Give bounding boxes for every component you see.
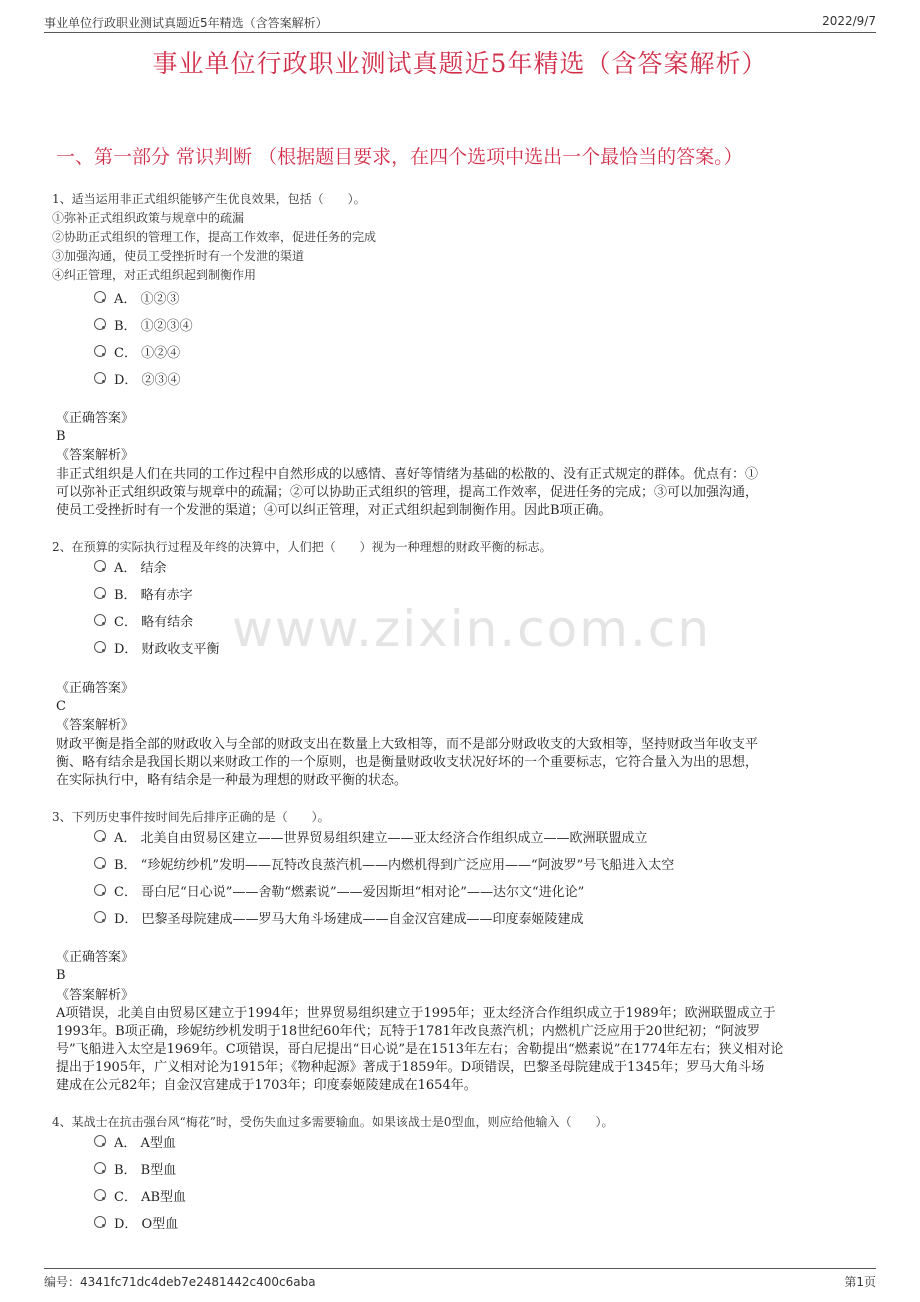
answer-label: 《正确答案》 [56, 950, 135, 965]
option-label: C． 略有结余 [114, 615, 194, 630]
question-1-text: 1、适当运用非正式组织能够产生优良效果，包括（ ）。 [52, 192, 366, 206]
analysis-label: 《答案解析》 [56, 448, 135, 463]
question-4-text: 4、某战士在抗击强台风“梅花”时，受伤失血过多需要输血。如果该战士是0型血，则应给他输入（ ）。 [52, 1115, 614, 1129]
answer-label: 《正确答案》 [56, 681, 135, 696]
question-1-item: ①弥补正式组织政策与规章中的疏漏 [52, 211, 245, 225]
question-1-item: ④纠正管理，对正式组织起到制衡作用 [52, 268, 257, 282]
analysis-line: 1993年。B项正确，珍妮纺纱机发明于18世纪60年代；瓦特于1781年改良蒸汽机；内燃机广泛应用于20世纪初；“阿波罗 [56, 1024, 760, 1039]
radio-icon[interactable] [94, 318, 106, 330]
header-date: 2022/9/7 [822, 14, 876, 28]
option-label: B． 略有赤字 [114, 588, 193, 603]
question-2-text: 2、在预算的实际执行过程及年终的决算中，人们把（ ）视为一种理想的财政平衡的标志。 [52, 540, 552, 554]
radio-icon[interactable] [94, 1189, 106, 1201]
option-label: C． AB型血 [114, 1190, 187, 1205]
option-label: B． ①②③④ [114, 319, 193, 334]
radio-icon[interactable] [94, 372, 106, 384]
option-label: A． 北美自由贸易区建立——世界贸易组织建立——亚太经济合作组织成立——欧洲联盟成立 [114, 831, 648, 846]
option-label: C． 哥白尼“日心说”——舍勒“燃素说”——爱因斯坦“相对论”——达尔文“进化论” [114, 885, 585, 900]
doc-code: 编号：4341fc71dc4deb7e2481442c400c6aba [44, 1275, 316, 1289]
watermark: www.zixin.com.cn [232, 600, 712, 658]
analysis-line: 建成在公元82年；自金汉宫建成于1703年；印度泰姬陵建成在1654年。 [56, 1078, 477, 1093]
radio-icon[interactable] [94, 857, 106, 869]
question-1-item: ③加强沟通，使员工受挫折时有一个发泄的渠道 [52, 249, 305, 263]
question-3-text: 3、下列历史事件按时间先后排序正确的是（ ）。 [52, 810, 330, 824]
analysis-line: A项错误，北美自由贸易区建立于1994年；世界贸易组织建立于1995年；亚太经济合作组织成立于1989年；欧洲联盟成立于 [56, 1006, 776, 1021]
option-label: D． O型血 [114, 1217, 179, 1232]
answer-value: B [56, 429, 66, 444]
option-label: D． 财政收支平衡 [114, 642, 220, 657]
page-number: 第1页 [844, 1275, 876, 1289]
option-label: B． “珍妮纺纱机”发明——瓦特改良蒸汽机——内燃机得到广泛应用——“阿波罗”号飞船进入太空 [114, 858, 675, 873]
option-label: D． 巴黎圣母院建成——罗马大角斗场建成——自金汉宫建成——印度泰姬陵建成 [114, 912, 584, 927]
radio-icon[interactable] [94, 291, 106, 303]
analysis-line: 使员工受挫折时有一个发泄的渠道；④可以纠正管理，对正式组织起到制衡作用。因此B项正确。 [56, 503, 612, 518]
analysis-label: 《答案解析》 [56, 718, 135, 733]
radio-icon[interactable] [94, 1216, 106, 1228]
radio-icon[interactable] [94, 1162, 106, 1174]
answer-label: 《正确答案》 [56, 411, 135, 426]
option-label: A． A型血 [114, 1136, 176, 1151]
analysis-line: 在实际执行中，略有结余是一种最为理想的财政平衡的状态。 [56, 773, 408, 788]
radio-icon[interactable] [94, 830, 106, 842]
answer-value: B [56, 968, 66, 983]
analysis-line: 号”飞船进入太空是1969年。C项错误，哥白尼提出“日心说”是在1513年左右；舍勒提出“燃素说”在1774年左右；狭义相对论 [56, 1042, 784, 1057]
analysis-label: 《答案解析》 [56, 988, 135, 1003]
page-header [44, 12, 876, 33]
page-title: 事业单位行政职业测试真题近5年精选（含答案解析） [152, 49, 768, 78]
radio-icon[interactable] [94, 614, 106, 626]
analysis-line: 提出于1905年，广义相对论为1915年；《物种起源》著成于1859年。D项错误，巴黎圣母院建成于1345年；罗马大角斗场 [56, 1060, 765, 1075]
question-1-item: ②协助正式组织的管理工作，提高工作效率，促进任务的完成 [52, 230, 377, 244]
analysis-line: 财政平衡是指全部的财政收入与全部的财政支出在数量上大致相等，而不是部分财政收支的大致相等，坚持财政当年收支平 [56, 737, 759, 752]
radio-icon[interactable] [94, 641, 106, 653]
radio-icon[interactable] [94, 884, 106, 896]
answer-value: C [56, 699, 66, 714]
option-label: D． ②③④ [114, 373, 181, 388]
option-label: C． ①②④ [114, 346, 181, 361]
radio-icon[interactable] [94, 560, 106, 572]
page-footer [44, 1268, 876, 1291]
section-heading: 一、第一部分 常识判断 （根据题目要求，在四个选项中选出一个最恰当的答案。） [56, 146, 743, 168]
analysis-line: 非正式组织是人们在共同的工作过程中自然形成的以感情、喜好等情绪为基础的松散的、没有正式规定的群体。优点有：① [56, 467, 759, 482]
header-doc-title: 事业单位行政职业测试真题近5年精选（含答案解析） [44, 16, 328, 30]
analysis-line: 衡、略有结余是我国长期以来财政工作的一个原则，也是衡量财政收支状况好坏的一个重要标志，它符合量入为出的思想， [56, 755, 759, 770]
option-label: A． ①②③ [114, 292, 180, 307]
radio-icon[interactable] [94, 1135, 106, 1147]
option-label: A． 结余 [114, 561, 167, 576]
option-label: B． B型血 [114, 1163, 177, 1178]
radio-icon[interactable] [94, 345, 106, 357]
radio-icon[interactable] [94, 587, 106, 599]
radio-icon[interactable] [94, 911, 106, 923]
analysis-line: 可以弥补正式组织政策与规章中的疏漏；②可以协助正式组织的管理，提高工作效率，促进任务的完成；③可以加强沟通， [56, 485, 759, 500]
